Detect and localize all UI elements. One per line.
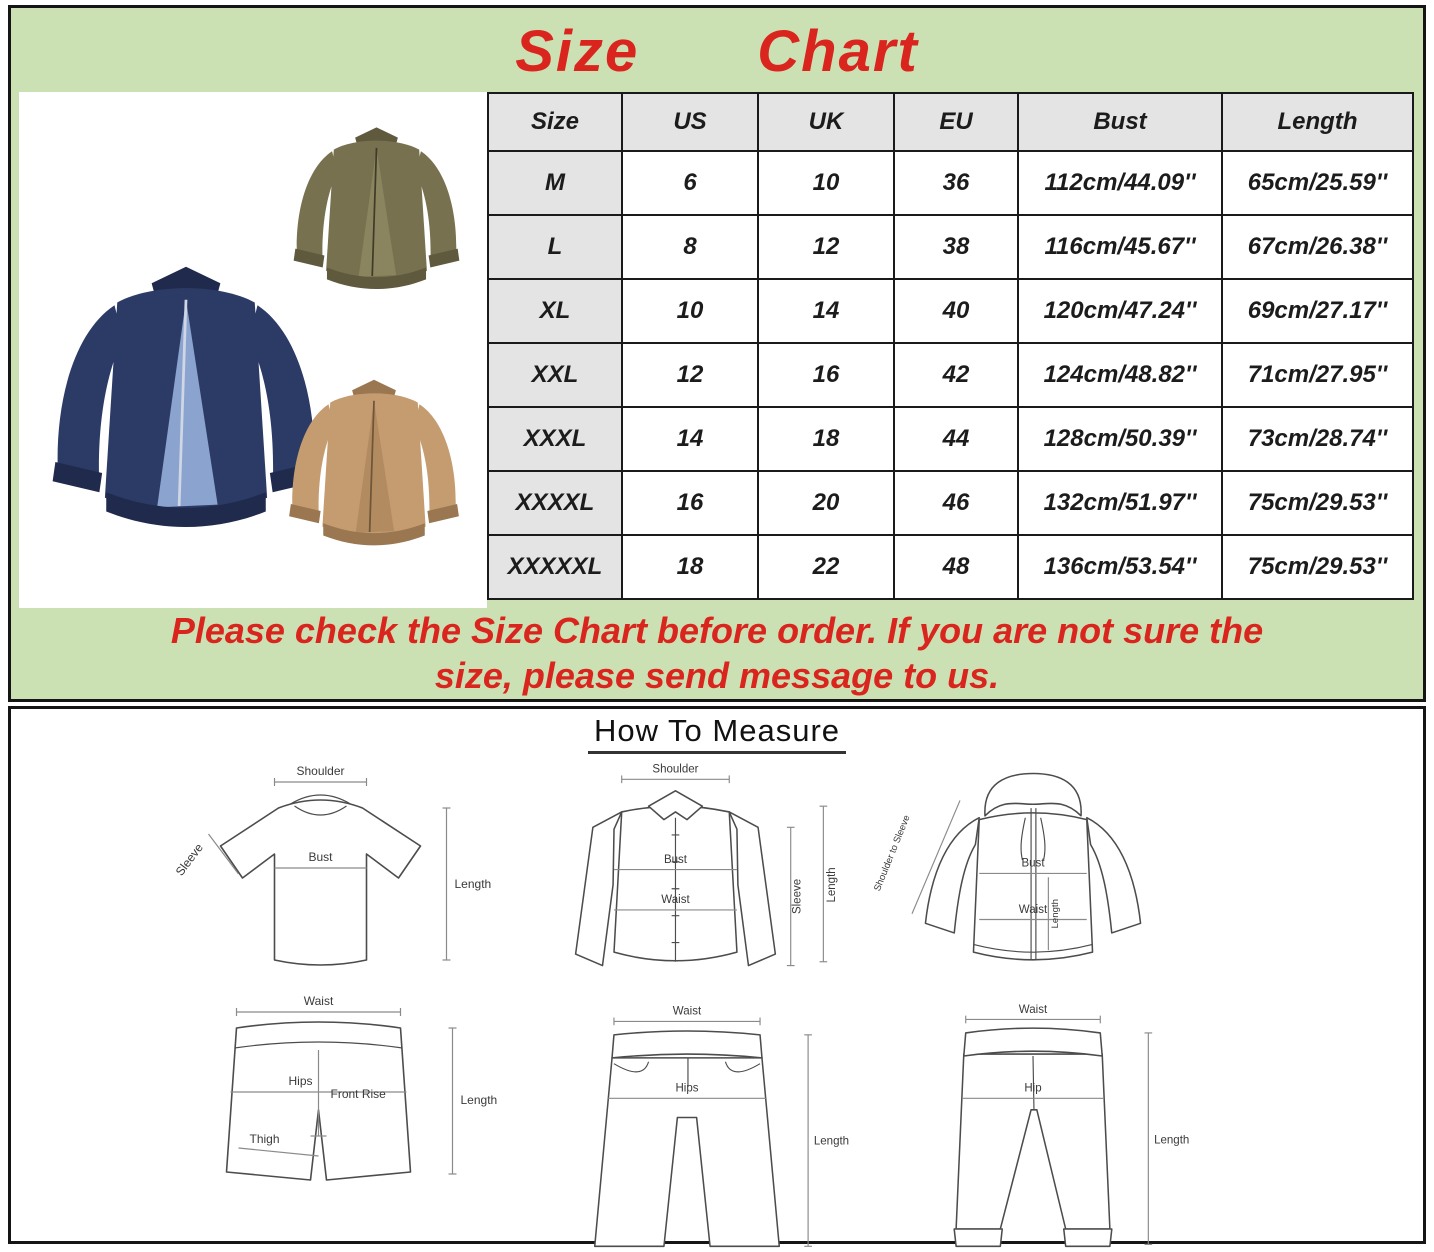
size-cell: XXXXL [488, 471, 622, 535]
length-cell: 69cm/27.17'' [1222, 279, 1413, 343]
uk-cell: 12 [758, 215, 894, 279]
table-row [488, 151, 1413, 215]
table-header-row [488, 93, 1413, 151]
eu-cell: 36 [894, 151, 1018, 215]
size-notice [11, 608, 1423, 698]
us-cell: 6 [622, 151, 758, 215]
label-waist: Waist [1018, 1004, 1048, 1016]
joggers-diagram [860, 1004, 1206, 1252]
khaki-jacket-image [269, 364, 479, 574]
bust-cell: 128cm/50.39'' [1018, 407, 1222, 471]
bust-cell: 112cm/44.09'' [1018, 151, 1222, 215]
uk-cell: 16 [758, 343, 894, 407]
label-sleeve: Sleeve [791, 878, 804, 915]
length-cell: 73cm/28.74'' [1222, 407, 1413, 471]
diagram-column-right [860, 762, 1206, 1252]
column-header-bust: Bust [1018, 93, 1222, 151]
size-cell: XXL [488, 343, 622, 407]
eu-cell: 42 [894, 343, 1018, 407]
table-row [488, 215, 1413, 279]
how-to-measure-title: How To Measure [588, 713, 846, 754]
tshirt-diagram [151, 762, 514, 994]
size-cell: XL [488, 279, 622, 343]
eu-cell: 46 [894, 471, 1018, 535]
length-cell: 71cm/27.95'' [1222, 343, 1413, 407]
title-word-chart: Chart [757, 19, 919, 84]
how-to-measure-section [8, 706, 1426, 1244]
column-header-eu: EU [894, 93, 1018, 151]
label-sleeve: Sleeve [172, 840, 206, 879]
size-cell: XXXXXL [488, 535, 622, 599]
size-chart-table [487, 92, 1414, 600]
label-front-rise: Front Rise [330, 1087, 386, 1101]
label-bust: Bust [663, 853, 687, 866]
bust-cell: 120cm/47.24'' [1018, 279, 1222, 343]
label-length: Length [460, 1093, 498, 1107]
label-waist: Waist [661, 894, 690, 907]
diagram-column-left [151, 762, 514, 1252]
joggers-waistband [964, 1028, 1102, 1056]
label-bust: Bust [1021, 857, 1045, 870]
eu-cell: 38 [894, 215, 1018, 279]
column-header-length: Length [1222, 93, 1413, 151]
uk-cell: 22 [758, 535, 894, 599]
bust-cell: 116cm/45.67'' [1018, 215, 1222, 279]
table-row [488, 535, 1413, 599]
label-hip: Hip [1024, 1082, 1042, 1095]
label-shoulder: Shoulder [652, 763, 699, 776]
pants-diagram [514, 1004, 860, 1252]
us-cell: 10 [622, 279, 758, 343]
label-length: Length [454, 877, 492, 891]
length-cell: 67cm/26.38'' [1222, 215, 1413, 279]
label-length: Length [1154, 1134, 1190, 1147]
table-row [488, 343, 1413, 407]
column-header-uk: UK [758, 93, 894, 151]
size-cell: M [488, 151, 622, 215]
us-cell: 14 [622, 407, 758, 471]
size-cell: L [488, 215, 622, 279]
length-cell: 65cm/25.59'' [1222, 151, 1413, 215]
eu-cell: 48 [894, 535, 1018, 599]
us-cell: 12 [622, 343, 758, 407]
column-header-size: Size [488, 93, 622, 151]
us-cell: 18 [622, 535, 758, 599]
uk-cell: 10 [758, 151, 894, 215]
table-row [488, 471, 1413, 535]
length-cell: 75cm/29.53'' [1222, 535, 1413, 599]
label-hips: Hips [288, 1074, 313, 1088]
label-thigh: Thigh [249, 1132, 280, 1146]
bust-cell: 136cm/53.54'' [1018, 535, 1222, 599]
size-cell: XXXL [488, 407, 622, 471]
table-row [488, 279, 1413, 343]
uk-cell: 14 [758, 279, 894, 343]
label-length: Length [1049, 899, 1061, 929]
column-header-us: US [622, 93, 758, 151]
size-chart-banner [8, 5, 1426, 702]
joggers-right-cuff [1064, 1229, 1112, 1246]
uk-cell: 18 [758, 407, 894, 471]
product-photo-panel [19, 92, 487, 608]
joggers-left-cuff [954, 1229, 1002, 1246]
label-shoulder-to-sleeve: Shoulder to Sleeve [872, 813, 913, 893]
shorts-diagram [151, 994, 514, 1226]
label-waist: Waist [303, 994, 334, 1008]
diagram-column-middle [514, 762, 860, 1252]
size-chart-title [11, 18, 1423, 85]
hoodie-left-sleeve [925, 818, 979, 933]
hoodie-right-sleeve [1087, 818, 1141, 933]
tshirt-outline [221, 800, 421, 965]
eu-cell: 40 [894, 279, 1018, 343]
shirt-diagram [514, 762, 860, 1004]
label-waist: Waist [1018, 903, 1048, 916]
label-hips: Hips [675, 1082, 699, 1095]
size-notice-line1: Please check the Size Chart before order. If you are not sure the [170, 610, 1264, 651]
label-length: Length [813, 1135, 850, 1148]
length-cell: 75cm/29.53'' [1222, 471, 1413, 535]
measure-diagrams [11, 754, 1423, 1252]
table-row [488, 407, 1413, 471]
pants-waistband [612, 1031, 762, 1058]
us-cell: 8 [622, 215, 758, 279]
size-notice-line2: size, please send message to us. [434, 655, 1000, 696]
hoodie-diagram [860, 762, 1206, 1004]
bust-cell: 124cm/48.82'' [1018, 343, 1222, 407]
bust-cell: 132cm/51.97'' [1018, 471, 1222, 535]
label-shoulder: Shoulder [296, 764, 345, 778]
title-word-size: Size [515, 19, 640, 84]
olive-jacket-image [274, 112, 479, 317]
label-length: Length [825, 867, 838, 903]
label-waist: Waist [672, 1005, 702, 1018]
hoodie-hood [985, 774, 1081, 816]
eu-cell: 44 [894, 407, 1018, 471]
hoodie-body [973, 813, 1092, 960]
us-cell: 16 [622, 471, 758, 535]
label-bust: Bust [308, 850, 333, 864]
uk-cell: 20 [758, 471, 894, 535]
